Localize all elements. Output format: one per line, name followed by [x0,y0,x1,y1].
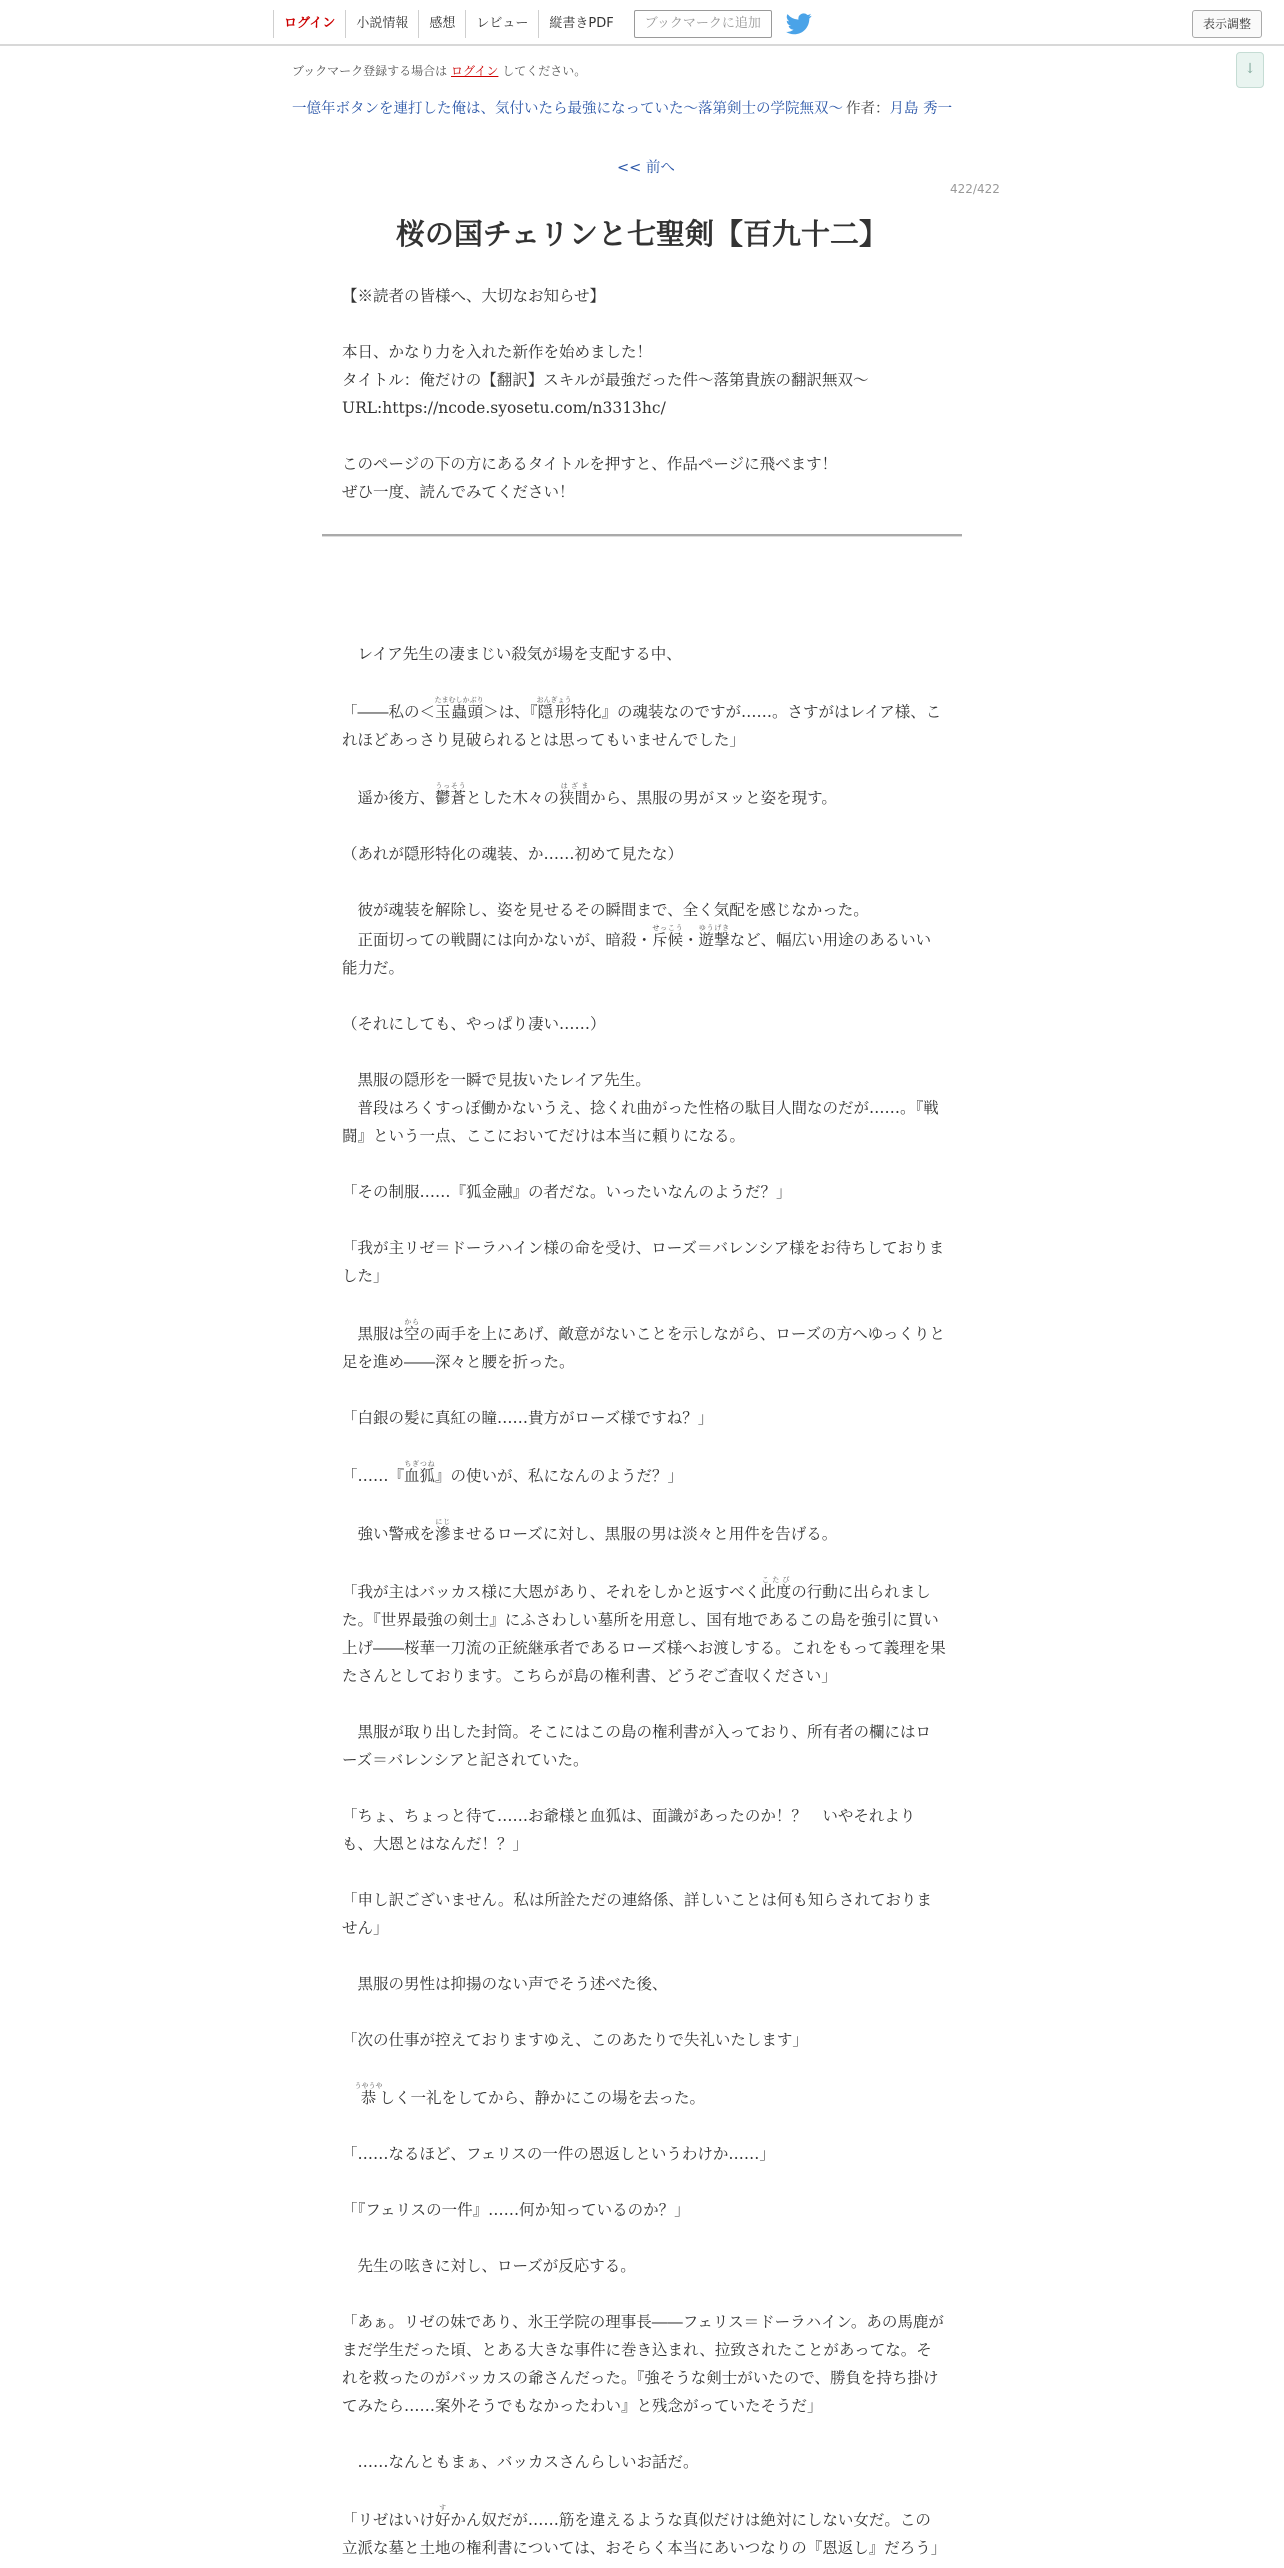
blank-line [342,868,946,896]
ruby-base: 遊撃 [698,931,730,949]
body-paragraph: 黒服の隠形を一瞬で見抜いたレイア先生。 [342,1071,651,1089]
body-paragraph: 「次の仕事が控えておりますゆえ、このあたりで失礼いたします」 [342,2031,808,2049]
blank-line [342,754,946,782]
ruby-base: 恭 [354,2089,383,2107]
body-paragraph [342,782,946,812]
preface-line: 【※読者の皆様へ、大切なお知らせ】 [342,287,606,305]
ruby-base: 空 [404,1325,420,1343]
ruby-base: 滲 [435,1525,451,1543]
body-paragraph: 「白銀の髪に真紅の瞳……貴方がローズ様ですね？」 [342,1409,714,1427]
body-text-segment: の両手を上にあげ、敵意がないことを示しながら、ローズの方へゆっくりと足を進め――深々と腰を折った。 [342,1325,945,1371]
author-info [846,97,952,118]
body-text-segment: 強い警戒を [342,1525,436,1543]
body-paragraph [342,1576,946,1690]
preface-line [342,310,942,338]
preface-line: このページの下の方にあるタイトルを押すと、作品ページに飛べます！ [342,455,838,473]
ruby-reading: はざま [559,782,591,790]
ruby-base: 此度 [760,1583,792,1601]
body-paragraph [342,1460,946,1490]
blank-line [342,612,946,640]
blank-line [342,1432,946,1460]
author-label: 作者： [846,101,890,117]
body-text-segment: 黒服は [342,1325,405,1343]
blank-line [342,1038,946,1066]
body-paragraph: ……なんともまぁ、バッカスさんらしいお話だ。 [342,2453,699,2471]
display-settings-button[interactable]: 表示調整 [1192,10,1262,38]
ruby-reading: にじ [435,1518,451,1526]
series-title-link[interactable]: 一億年ボタンを連打した俺は、気付いたら最強になっていた～落第剣士の学院無双～ [292,101,843,117]
blank-line [342,812,946,840]
body-text-segment: 』の使いが、私になんのようだ？」 [435,1467,684,1485]
blank-line [342,1858,946,1886]
body-paragraph [342,2504,946,2562]
body-paragraph: 彼が魂装を解除し、姿を見せるその瞬間まで、全く気配を感じなかった。 [342,901,869,919]
bookmark-note-prefix: ブックマーク登録する場合は [292,64,448,78]
ruby-text [760,1576,792,1601]
ruby-text [354,2082,383,2107]
preface [342,282,942,506]
blank-line [342,1376,946,1404]
chapter-title: 桜の国チェリンと七聖剣【百九十二】 [395,217,889,251]
body-text-segment: 「リゼはいけ [342,2511,435,2529]
body-text-segment: しく一礼をしてから、静かにこの場を去った。 [379,2089,706,2107]
blank-line [342,1150,946,1178]
nav-menu [273,9,812,39]
ruby-text [435,1518,451,1543]
blank-line [342,1548,946,1576]
ruby-base: 好 [434,2511,451,2529]
ruby-text [434,696,484,721]
body-text-segment: 特化』の魂装なのですが……。さすがはレイア様、これほどあっさり見破られるとは思ってもいませんでした」 [342,703,942,749]
ruby-text [698,924,730,949]
nav-review-link[interactable]: レビュー [465,10,538,38]
add-bookmark-button[interactable]: ブックマークに追加 [634,10,772,38]
preface-line [342,422,942,450]
ruby-reading: ちぎつね [404,1460,436,1468]
ruby-text [435,782,467,807]
blank-line [342,2112,946,2140]
body-paragraph: 黒服の男性は抑揚のない声でそう述べた後、 [342,1975,668,1993]
body-text-segment: 「……『 [342,1467,405,1485]
bookmark-note-suffix: してください。 [502,64,587,78]
body-text-segment: ＞は、『 [483,703,538,721]
ruby-reading: おんぎょう [536,696,572,704]
blank-line [342,584,946,612]
blank-line [342,1206,946,1234]
preface-divider [322,534,962,537]
body-paragraph: 普段はろくすっぽ働かないうえ、捻くれ曲がった性格の駄目人間なのだが……。『戦闘』という一点、ここにおいてだけは本当に頼りになる。 [342,1099,939,1145]
blank-line [342,2420,946,2448]
body-text-segment: 「我が主はバッカス様に大恩があり、それをしかと返すべく [342,1583,761,1601]
ruby-text [559,782,591,807]
ruby-reading: こたび [760,1576,792,1584]
ruby-base: 斥候 [652,931,684,949]
bookmark-login-note [292,62,586,79]
body-text-segment: など、幅広い用途のあるいい能力だ。 [342,931,932,977]
body-text-segment: ませるローズに対し、黒服の男は淡々と用件を告げる。 [450,1525,838,1543]
body-paragraph: 「『フェリスの一件』……何か知っているのか？」 [342,2201,690,2219]
ruby-text [536,696,572,721]
blank-line [342,1490,946,1518]
nav-novel-info-link[interactable]: 小説情報 [345,10,418,38]
blank-line [342,668,946,696]
blank-line [342,2168,946,2196]
blank-line [342,982,946,1010]
ruby-text [404,1318,420,1343]
body-paragraph: 「ちょ、ちょっと待て……お爺様と血狐は、面識があったのか！？ いやそれよりも、大恩とはなんだ！？」 [342,1807,916,1853]
body-paragraph [342,924,946,982]
body-text-segment: から、黒服の男がヌッと姿を現す。 [590,789,837,807]
nav-login-link[interactable]: ログイン [273,10,345,38]
blank-line [342,2224,946,2252]
ruby-reading: うやうや [354,2082,383,2090]
body-paragraph: 「我が主リゼ＝ドーラハイン様の命を受け、ローズ＝バレンシア様をお待ちしておりました」 [342,1239,945,1285]
preface-line: ぜひ一度、読んでみてください！ [342,483,575,501]
body-text-segment: とした木々の [466,789,560,807]
ruby-reading: す [434,2504,451,2512]
body-text-segment: 「――私の＜ [342,703,436,721]
scroll-down-button[interactable]: ↓ [1236,52,1264,88]
ruby-text [652,924,684,949]
body-paragraph: 先生の呟きに対し、ローズが反応する。 [342,2257,636,2275]
blank-line [342,1290,946,1318]
body-paragraph: 「あぁ。リゼの妹であり、氷王学院の理事長――フェリス＝ドーラハイン。あの馬鹿がまだ学生だった頃、とある大きな事件に巻き込まれ、拉致されたことがあってな。それを救ったのがバッカスの爺さんだった。『強そうな剣士がいたので、勝負を持ち掛けてみたら……案外そうでもなかったわい』と残念がっていたそうだ」 [342,2313,944,2415]
blank-line [342,2054,946,2082]
preface-line[interactable]: URL:https://ncode.syosetu.com/n3313hc/ [342,399,666,417]
body-paragraph [342,1318,946,1376]
bookmark-login-link[interactable]: ログイン [451,64,499,78]
ruby-reading: せっこう [652,924,684,932]
ruby-base: 玉蟲頭 [434,703,484,721]
chapter-body [342,584,946,2562]
ruby-text [434,2504,451,2529]
ruby-reading: うっそう [435,782,467,790]
blank-line [342,1998,946,2026]
body-paragraph: 「申し訳ございません。私は所詮ただの連絡係、詳しいことは何も知らされておりません」 [342,1891,932,1937]
body-paragraph: レイア先生の凄まじい殺気が場を支配する中、 [342,645,682,663]
blank-line [342,2280,946,2308]
top-navigation [0,0,1284,46]
ruby-base: 血狐 [404,1467,436,1485]
blank-line [342,2476,946,2504]
body-paragraph [342,696,946,754]
ruby-base: 隠形 [536,703,572,721]
blank-line [342,1774,946,1802]
body-paragraph: （あれが隠形特化の魂装、か……初めて見たな） [342,845,684,863]
page-count: 422/422 [950,182,1000,196]
ruby-text [404,1460,436,1485]
body-paragraph [342,2082,946,2112]
body-paragraph: （それにしても、やっぱり凄い……） [342,1015,606,1033]
nav-impressions-link[interactable]: 感想 [418,10,465,38]
blank-line [342,1690,946,1718]
body-paragraph: 「……なるほど、フェリスの一件の恩返しというわけか……」 [342,2145,775,2163]
ruby-base: 狭間 [559,789,591,807]
preface-line: 本日、かなり力を入れた新作を始めました！ [342,343,653,361]
body-paragraph [342,1518,946,1548]
body-paragraph: 「その制服……『狐金融』の者だな。いったいなんのようだ？」 [342,1183,792,1201]
preface-line: タイトル：俺だけの【翻訳】スキルが最強だった件～落第貴族の翻訳無双～ [342,371,869,389]
ruby-reading: ゆうげき [698,924,730,932]
author-link[interactable]: 月島 秀一 [889,101,953,117]
nav-pdf-link[interactable]: 縦書きPDF [538,10,623,38]
blank-line [342,1942,946,1970]
body-text-segment: 遥か後方、 [342,789,436,807]
ruby-reading: から [404,1318,420,1326]
body-text-segment: の行動に出られました。『世界最強の剣士』にふさわしい墓所を用意し、国有地であるこの島を強引に買い上げ――桜華一刀流の正統継承者であるローズ様へお渡しする。これをもって義理を果たさんとしております。こちらが島の権利書、どうぞご査収ください」 [342,1583,946,1685]
body-text-segment: かん奴だが……筋を違えるような真似だけは絶対にしない女だ。この立派な墓と土地の権利書については、おそらく本当にあいつなりの『恩返し』だろう」 [342,2511,947,2557]
body-paragraph: 黒服が取り出した封筒。そこにはこの島の権利書が入っており、所有者の欄にはローズ＝バレンシアと記されていた。 [342,1723,932,1769]
twitter-icon[interactable] [786,13,812,35]
body-text-segment: 正面切っての戦闘には向かないが、暗殺・ [342,931,653,949]
ruby-base: 鬱蒼 [435,789,467,807]
prev-page-link[interactable]: << 前へ [617,160,675,176]
ruby-reading: たまむしかぶり [434,696,484,704]
body-text-segment: ・ [683,931,699,949]
